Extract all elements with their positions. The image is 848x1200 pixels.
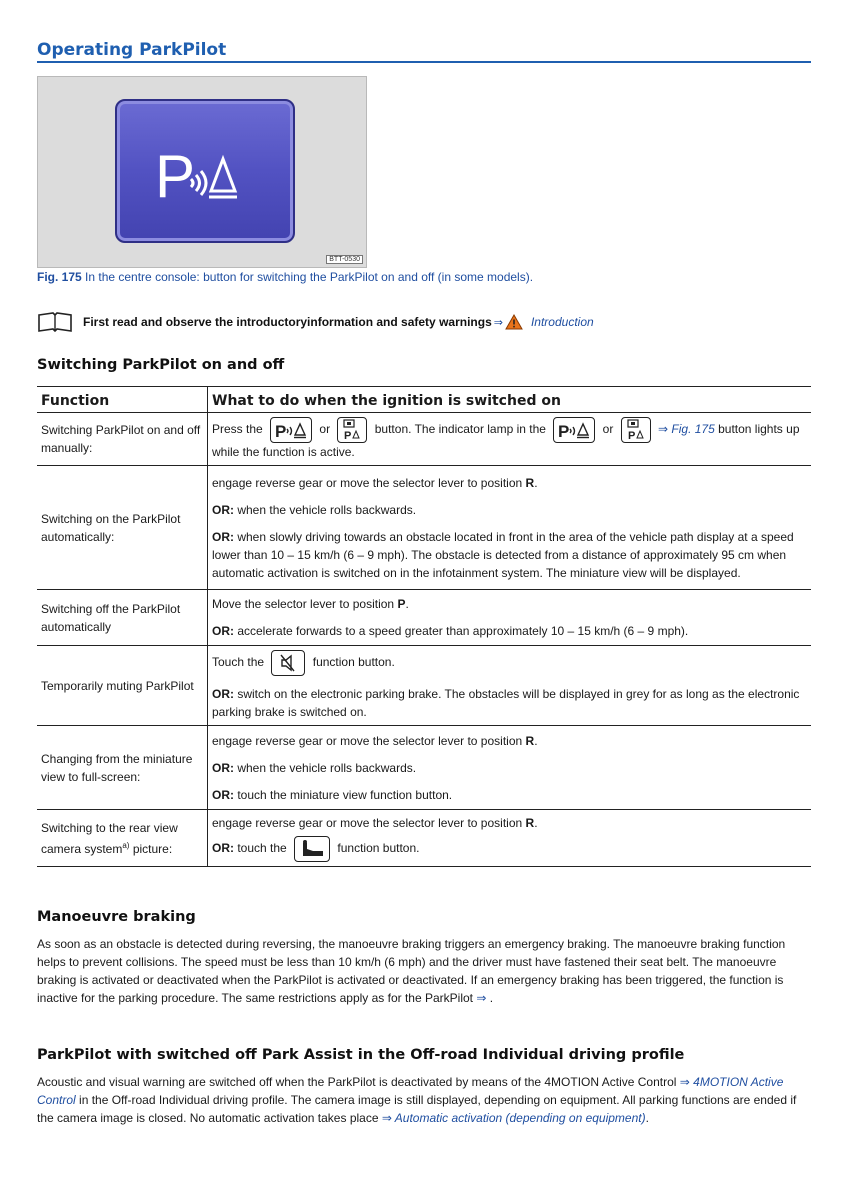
figure-caption-text: In the centre console: button for switching the ParkPilot on and off (in some models). [81,270,534,284]
svg-text:P: P [344,430,352,442]
action-cell [208,413,812,466]
figure-caption-label: Fig. 175 [37,270,82,284]
action-paragraph: OR: touch the miniature view function button. [212,787,453,802]
table-row [37,413,811,466]
svg-text:P: P [627,430,636,442]
function-cell: Switching off the ParkPilot automatically [37,590,208,646]
figure-caption [37,270,533,284]
function-cell: Switching to the rear view camera system$^{a)}$ picture: [37,810,208,867]
function-cell: Temporarily muting ParkPilot [37,646,208,726]
parkpilot-p-sound-warning-icon [155,143,255,203]
parkpilot-button-icon [270,417,312,443]
function-cell: Switching on the ParkPilot automatically: [37,466,208,590]
table-row [37,590,811,646]
or-text: or [602,422,614,437]
action-text: button lights up while the function is active. [212,422,800,459]
table-header-row [37,387,811,413]
notice-arrow: ⇒ [493,316,503,329]
manoeuvre-braking-text: As soon as an obstacle is detected during reversing, the manoeuvre braking triggers an emergency braking. The manoeuvre braking function helps to prevent collisions. The speed must be less than 10 km/h (6 mph) and the driver must have fastened their seat belt. The manoeuvre braking is activated or deactivated when the ParkPilot is activated or deactivated. If an emergency braking has been triggered, the function is inactive for the parking procedure. The same restrictions apply as for the ParkPilot ⇒ . [37,937,786,1005]
page-title: Operating ParkPilot [37,40,811,63]
svg-text:P: P [275,422,287,441]
safety-notice [37,311,594,333]
parkpilot-button-icon [553,417,595,443]
mute-button-icon [271,650,305,676]
4motion-active-control-link[interactable]: ⇒ 4MOTION Active Control [37,1075,784,1107]
figure-175-link[interactable]: ⇒ Fig. 175 [658,422,715,437]
table-row [37,726,811,810]
action-text: Press the [212,422,263,437]
parkpilot-link[interactable]: ⇒ [476,991,487,1005]
automatic-activation-link[interactable]: ⇒ Automatic activation (depending on equipment) [381,1111,646,1125]
section-heading-manoeuvre: Manoeuvre braking [37,909,196,925]
action-paragraph: engage reverse gear or move the selector lever to position R. [212,816,538,830]
section-heading-switching: Switching ParkPilot on and off [37,357,285,373]
action-cell [208,726,812,810]
section-heading-offroad: ParkPilot with switched off Park Assist in the Off-road Individual driving profile [37,1047,685,1063]
action-paragraph: engage reverse gear or move the selector lever to position R. [212,475,538,490]
action-cell [208,590,812,646]
column-header-function: Function [37,387,208,413]
action-paragraph: OR: accelerate forwards to a speed greater than approximately 10 – 15 km/h (6 – 9 mph). [212,624,689,638]
table-row [37,810,811,867]
action-paragraph: engage reverse gear or move the selector lever to position R. [212,733,538,748]
function-cell: Switching ParkPilot on and off manually: [37,413,208,466]
offroad-text: Acoustic and visual warning are switched off when the ParkPilot is deactivated by means of the 4MOTION Active Control ⇒ 4MOTION Active Control in the Off-road Individual driving profile. The camera image is still displayed, depending on equipment. All parking functions are ended if the camera image is closed. No automatic activation takes place ⇒ Automatic activation (depending on equipment). [37,1075,797,1125]
park-assist-button-icon [337,417,367,443]
action-cell [208,646,812,726]
function-cell: Changing from the miniature view to full-screen: [37,726,208,810]
function-table [37,386,811,867]
park-assist-button-icon [621,417,651,443]
action-paragraph: OR: when slowly driving towards an obstacle located in front in the area of the vehicle path display at a speed lower than 10 – 15 km/h (6 – 9 mph). The obstacle is detected from a distance of approximately 95 cm when automatic activation is switched on in the infotainment system. The miniature view will be displayed. [212,529,794,580]
table-row [37,646,811,726]
action-paragraph: Move the selector lever to position P. [212,597,409,611]
rear-view-camera-button-icon [294,836,330,862]
action-paragraph: Touch the function button. [212,650,807,676]
action-paragraph: OR: touch the function button. [212,836,807,862]
action-text: button. The indicator lamp in the [374,422,546,437]
svg-text:P: P [155,143,196,203]
action-paragraph: OR: when the vehicle rolls backwards. [212,502,417,517]
notice-text: First read and observe the introductoryinformation and safety warnings [83,315,492,329]
action-paragraph: OR: when the vehicle rolls backwards. [212,760,417,775]
column-header-action: What to do when the ignition is switched on [208,387,812,413]
or-text: or [319,422,331,437]
action-paragraph: OR: switch on the electronic parking brake. The obstacles will be displayed in grey for as long as the electronic parking brake is switched on. [212,687,800,719]
introduction-link[interactable]: Introduction [530,315,594,329]
action-cell [208,810,812,867]
figure-code: BTT-0530 [326,255,363,264]
book-icon [37,311,73,333]
figure-175 [37,76,367,268]
action-cell [208,466,812,590]
svg-text:P: P [558,422,570,441]
warning-triangle-icon [505,314,523,330]
parkpilot-button-image [115,99,295,243]
table-row [37,466,811,590]
